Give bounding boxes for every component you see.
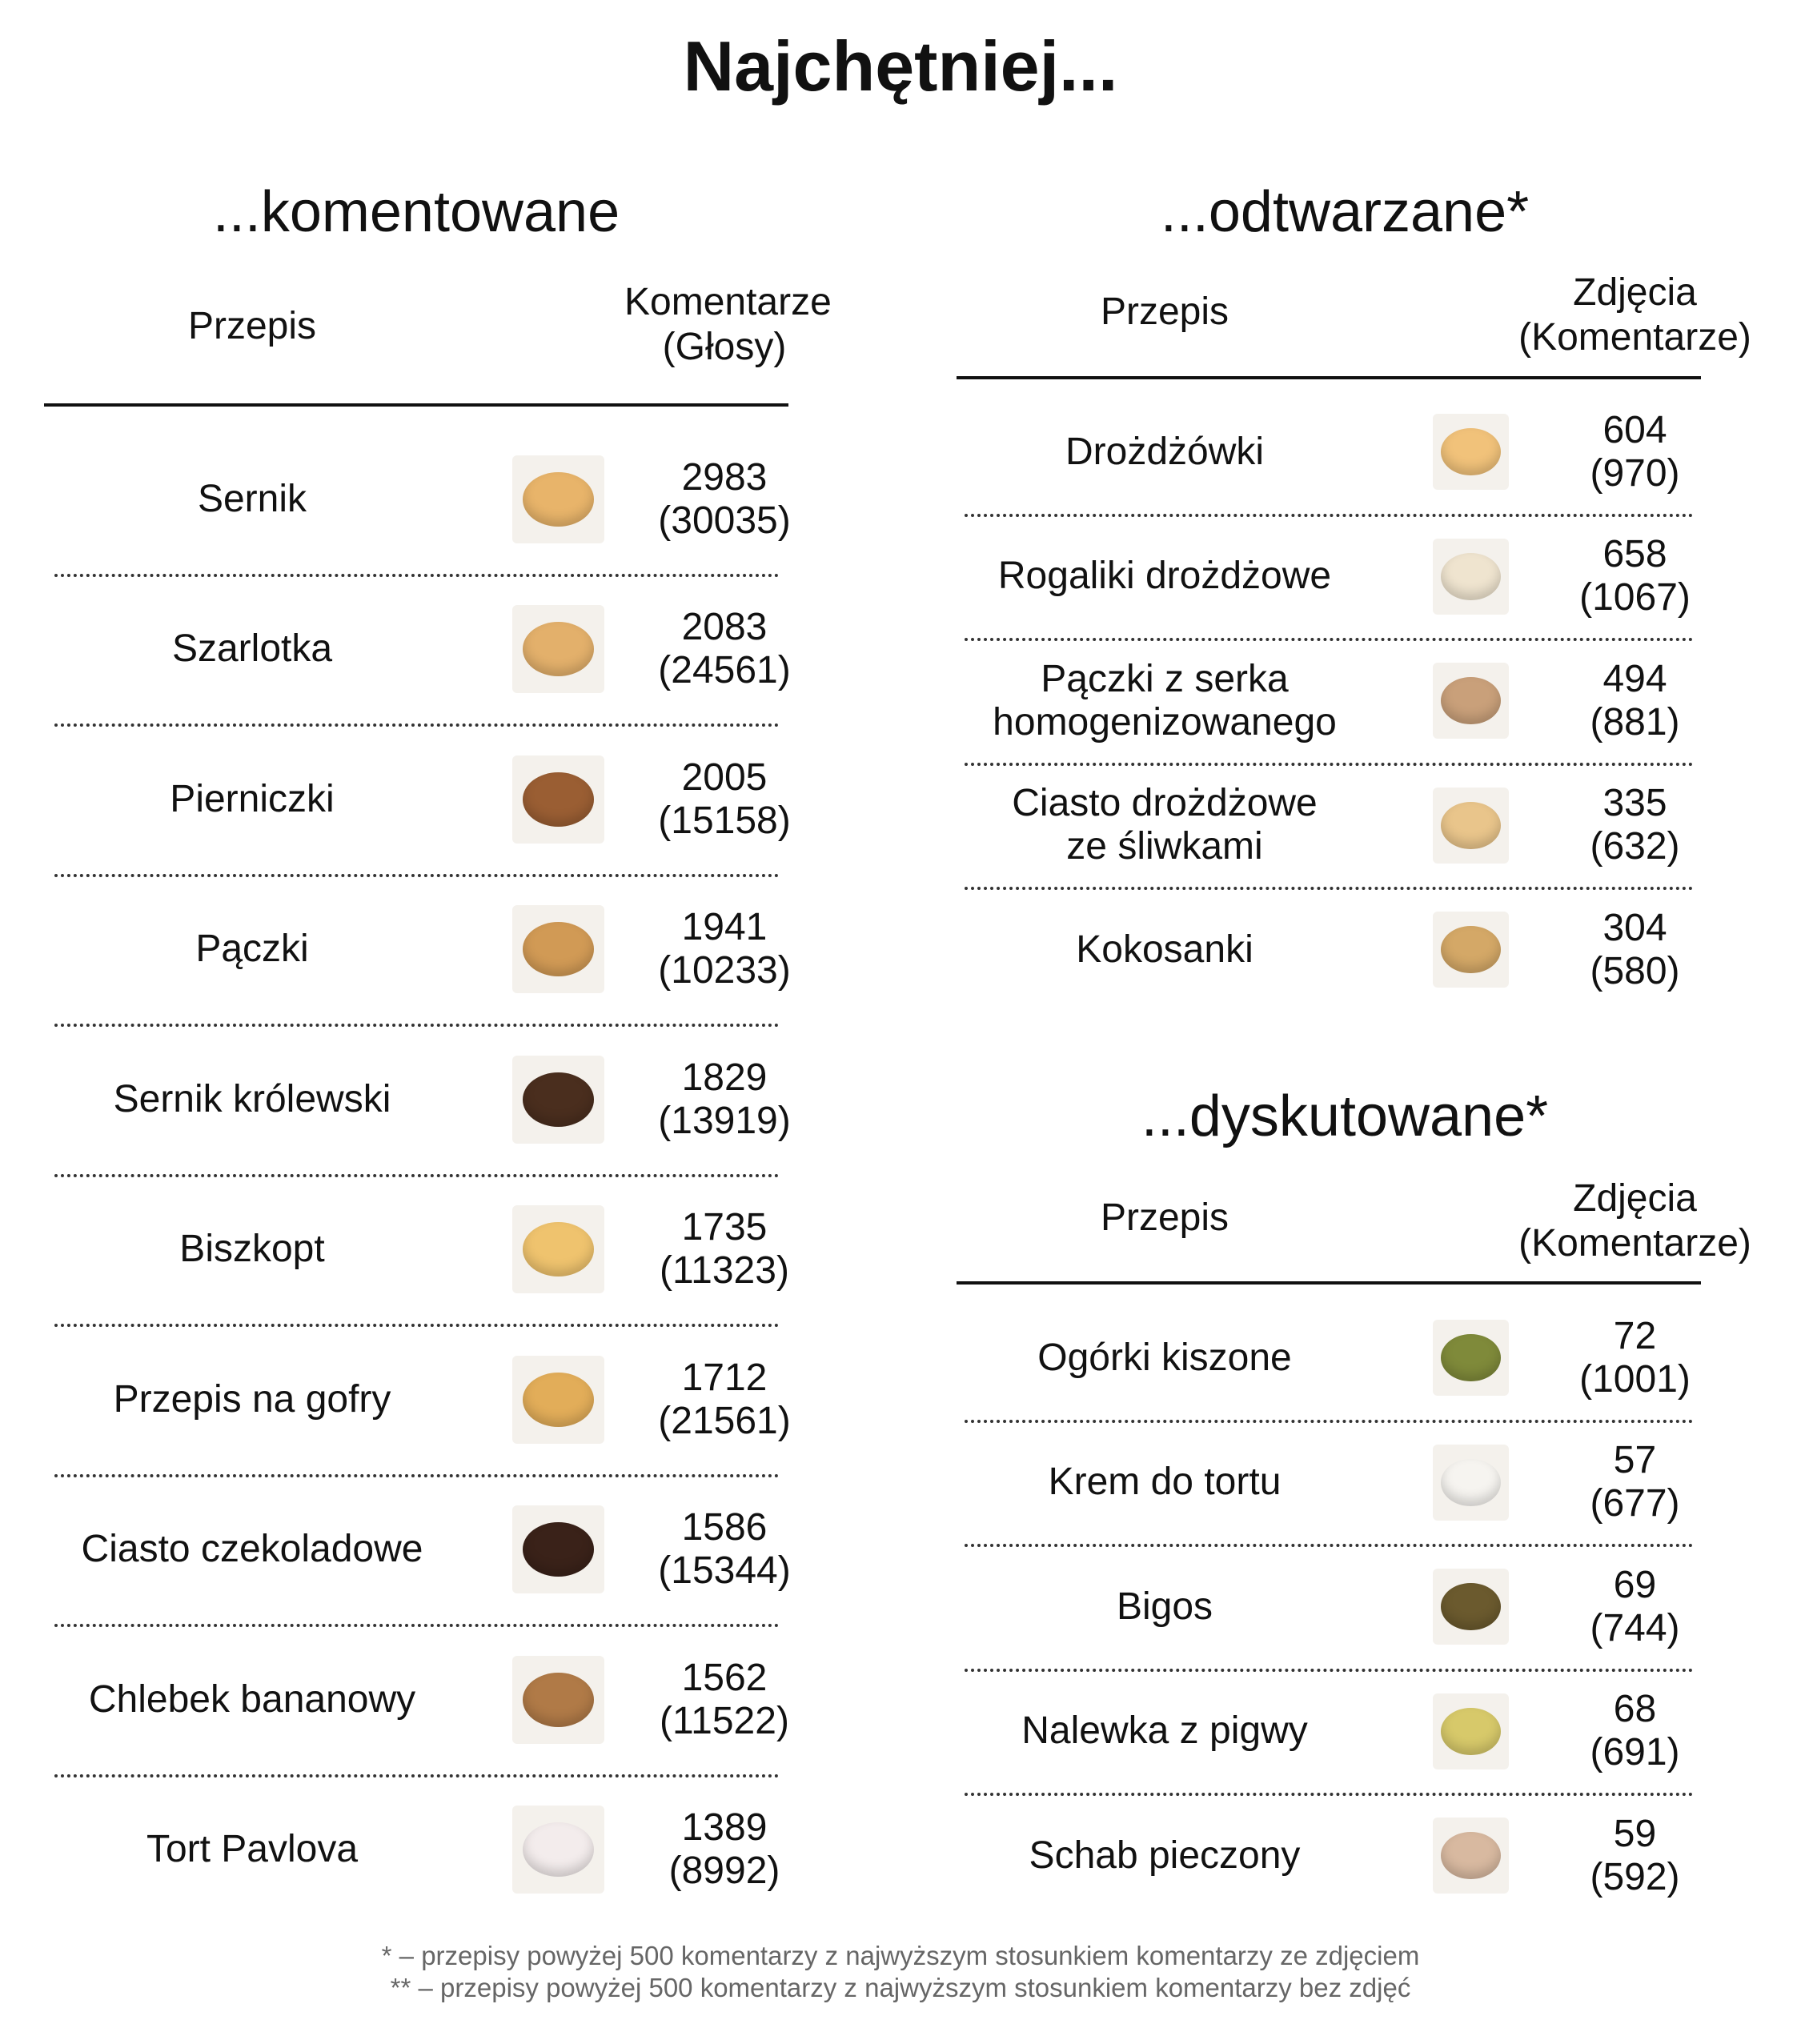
coconut-macaroons-photo bbox=[1433, 912, 1509, 988]
header-rule-reproduced bbox=[957, 376, 1701, 379]
row-divider-commented bbox=[54, 1024, 779, 1027]
food-shape bbox=[1441, 1708, 1500, 1755]
food-shape bbox=[523, 1373, 595, 1427]
header-rule-discussed bbox=[957, 1281, 1701, 1285]
recipe-value-commented: 1389 (8992) bbox=[668, 1806, 780, 1893]
food-shape bbox=[523, 922, 595, 976]
row-divider-commented bbox=[54, 874, 779, 877]
cheese-donuts-photo bbox=[1433, 663, 1509, 739]
column-header-value-reproduced: Zdjęcia (Komentarze) bbox=[1518, 271, 1751, 359]
pavlova-photo bbox=[512, 1806, 604, 1894]
food-shape bbox=[523, 772, 595, 827]
food-shape bbox=[1441, 553, 1500, 600]
row-divider-commented bbox=[54, 1774, 779, 1777]
food-shape bbox=[1441, 802, 1500, 849]
recipe-value-discussed: 59 (592) bbox=[1590, 1812, 1680, 1898]
row-divider-reproduced bbox=[965, 514, 1693, 517]
quince-liqueur-photo bbox=[1433, 1693, 1509, 1769]
row-divider-discussed bbox=[965, 1544, 1693, 1547]
row-divider-commented bbox=[54, 1324, 779, 1327]
recipe-value-reproduced: 335 (632) bbox=[1590, 782, 1680, 868]
recipe-value-commented: 2983 (30035) bbox=[658, 455, 791, 542]
cake-cream-photo bbox=[1433, 1445, 1509, 1521]
pickles-photo bbox=[1433, 1320, 1509, 1396]
recipe-name-reproduced: Ciasto drożdżowe ze śliwkami bbox=[1012, 782, 1318, 868]
recipe-name-commented: Ciasto czekoladowe bbox=[81, 1528, 423, 1571]
row-divider-reproduced bbox=[965, 887, 1693, 890]
food-shape bbox=[523, 1522, 595, 1577]
row-divider-reproduced bbox=[965, 638, 1693, 641]
recipe-value-commented: 1562 (11522) bbox=[660, 1656, 789, 1742]
royal-cheesecake-photo bbox=[512, 1056, 604, 1144]
row-divider-commented bbox=[54, 1624, 779, 1627]
food-shape bbox=[1441, 1583, 1500, 1630]
recipe-name-commented: Sernik królewski bbox=[113, 1077, 391, 1120]
recipe-name-reproduced: Drożdżówki bbox=[1065, 430, 1265, 473]
recipe-value-commented: 1712 (21561) bbox=[658, 1356, 791, 1442]
recipe-value-reproduced: 304 (580) bbox=[1590, 906, 1680, 992]
donuts-photo bbox=[512, 905, 604, 993]
row-divider-commented bbox=[54, 1174, 779, 1177]
cheesecake-photo bbox=[512, 455, 604, 543]
food-shape bbox=[523, 1222, 595, 1276]
page-title: Najchętniej... bbox=[683, 26, 1118, 106]
row-divider-commented bbox=[54, 1474, 779, 1477]
food-shape bbox=[523, 622, 595, 676]
sweet-buns-photo bbox=[1433, 414, 1509, 490]
recipe-value-discussed: 57 (677) bbox=[1590, 1439, 1680, 1525]
sponge-cake-photo bbox=[512, 1205, 604, 1293]
recipe-name-commented: Tort Pavlova bbox=[146, 1828, 359, 1871]
food-shape bbox=[1441, 926, 1500, 973]
recipe-value-commented: 1941 (10233) bbox=[658, 906, 791, 992]
row-divider-reproduced bbox=[965, 763, 1693, 766]
row-divider-commented bbox=[54, 574, 779, 577]
food-shape bbox=[1441, 1832, 1500, 1879]
food-shape bbox=[523, 1072, 595, 1127]
recipe-name-commented: Pierniczki bbox=[170, 777, 335, 820]
column-header-recipe-reproduced: Przepis bbox=[1100, 291, 1229, 333]
food-shape bbox=[523, 1673, 595, 1727]
yeast-croissants-photo bbox=[1433, 539, 1509, 615]
food-shape bbox=[1441, 428, 1500, 475]
recipe-name-commented: Szarlotka bbox=[171, 627, 333, 671]
recipe-value-commented: 2005 (15158) bbox=[658, 755, 791, 842]
recipe-value-reproduced: 494 (881) bbox=[1590, 657, 1680, 743]
recipe-value-commented: 1829 (13919) bbox=[658, 1056, 791, 1142]
food-shape bbox=[1441, 677, 1500, 724]
gingerbread-photo bbox=[512, 755, 604, 844]
header-rule-commented bbox=[44, 403, 788, 407]
row-divider-commented bbox=[54, 723, 779, 727]
recipe-value-commented: 1586 (15344) bbox=[658, 1506, 791, 1593]
recipe-name-discussed: Bigos bbox=[1116, 1585, 1213, 1628]
recipe-name-reproduced: Rogaliki drożdżowe bbox=[997, 555, 1332, 598]
plum-cake-photo bbox=[1433, 788, 1509, 864]
recipe-value-reproduced: 658 (1067) bbox=[1579, 533, 1691, 619]
food-shape bbox=[523, 1822, 595, 1877]
recipe-name-reproduced: Pączki z serka homogenizowanego bbox=[993, 657, 1337, 743]
recipe-name-discussed: Nalewka z pigwy bbox=[1021, 1709, 1308, 1753]
recipe-name-commented: Biszkopt bbox=[179, 1228, 325, 1271]
row-divider-discussed bbox=[965, 1793, 1693, 1796]
chocolate-cake-photo bbox=[512, 1505, 604, 1593]
recipe-value-discussed: 68 (691) bbox=[1590, 1688, 1680, 1774]
section-title-reproduced: ...odtwarzane* bbox=[1160, 180, 1530, 244]
food-shape bbox=[1441, 1459, 1500, 1506]
recipe-name-commented: Chlebek bananowy bbox=[88, 1677, 416, 1721]
row-divider-discussed bbox=[965, 1669, 1693, 1672]
row-divider-discussed bbox=[965, 1420, 1693, 1423]
footnote-2: ** – przepisy powyżej 500 komentarzy z najwyższym stosunkiem komentarzy bez zdjęć bbox=[390, 1973, 1411, 2002]
apple-pie-photo bbox=[512, 605, 604, 693]
bigos-photo bbox=[1433, 1569, 1509, 1645]
recipe-name-discussed: Ogórki kiszone bbox=[1037, 1336, 1292, 1379]
recipe-name-commented: Sernik bbox=[197, 477, 307, 520]
column-header-value-discussed: Zdjęcia (Komentarze) bbox=[1518, 1177, 1751, 1264]
column-header-recipe-commented: Przepis bbox=[187, 305, 317, 347]
recipe-name-reproduced: Kokosanki bbox=[1076, 928, 1253, 971]
banana-bread-photo bbox=[512, 1656, 604, 1744]
recipe-name-discussed: Schab pieczony bbox=[1029, 1834, 1301, 1877]
recipe-value-commented: 1735 (11323) bbox=[660, 1206, 789, 1293]
recipe-value-discussed: 69 (744) bbox=[1590, 1563, 1680, 1649]
section-title-commented: ...komentowane bbox=[212, 180, 620, 244]
section-title-discussed: ...dyskutowane* bbox=[1141, 1084, 1549, 1148]
column-header-value-commented: Komentarze (Głosy) bbox=[624, 281, 832, 368]
recipe-value-reproduced: 604 (970) bbox=[1590, 408, 1680, 495]
food-shape bbox=[523, 472, 595, 527]
roast-pork-photo bbox=[1433, 1818, 1509, 1894]
recipe-value-discussed: 72 (1001) bbox=[1579, 1314, 1691, 1401]
recipe-name-commented: Przepis na gofry bbox=[113, 1377, 391, 1421]
recipe-name-commented: Pączki bbox=[195, 928, 309, 971]
footnote-1: * – przepisy powyżej 500 komentarzy z najwyższym stosunkiem komentarzy ze zdjęciem bbox=[381, 1941, 1420, 1970]
column-header-recipe-discussed: Przepis bbox=[1100, 1196, 1229, 1239]
waffles-photo bbox=[512, 1356, 604, 1444]
recipe-name-discussed: Krem do tortu bbox=[1048, 1461, 1282, 1504]
food-shape bbox=[1441, 1334, 1500, 1381]
recipe-value-commented: 2083 (24561) bbox=[658, 606, 791, 692]
